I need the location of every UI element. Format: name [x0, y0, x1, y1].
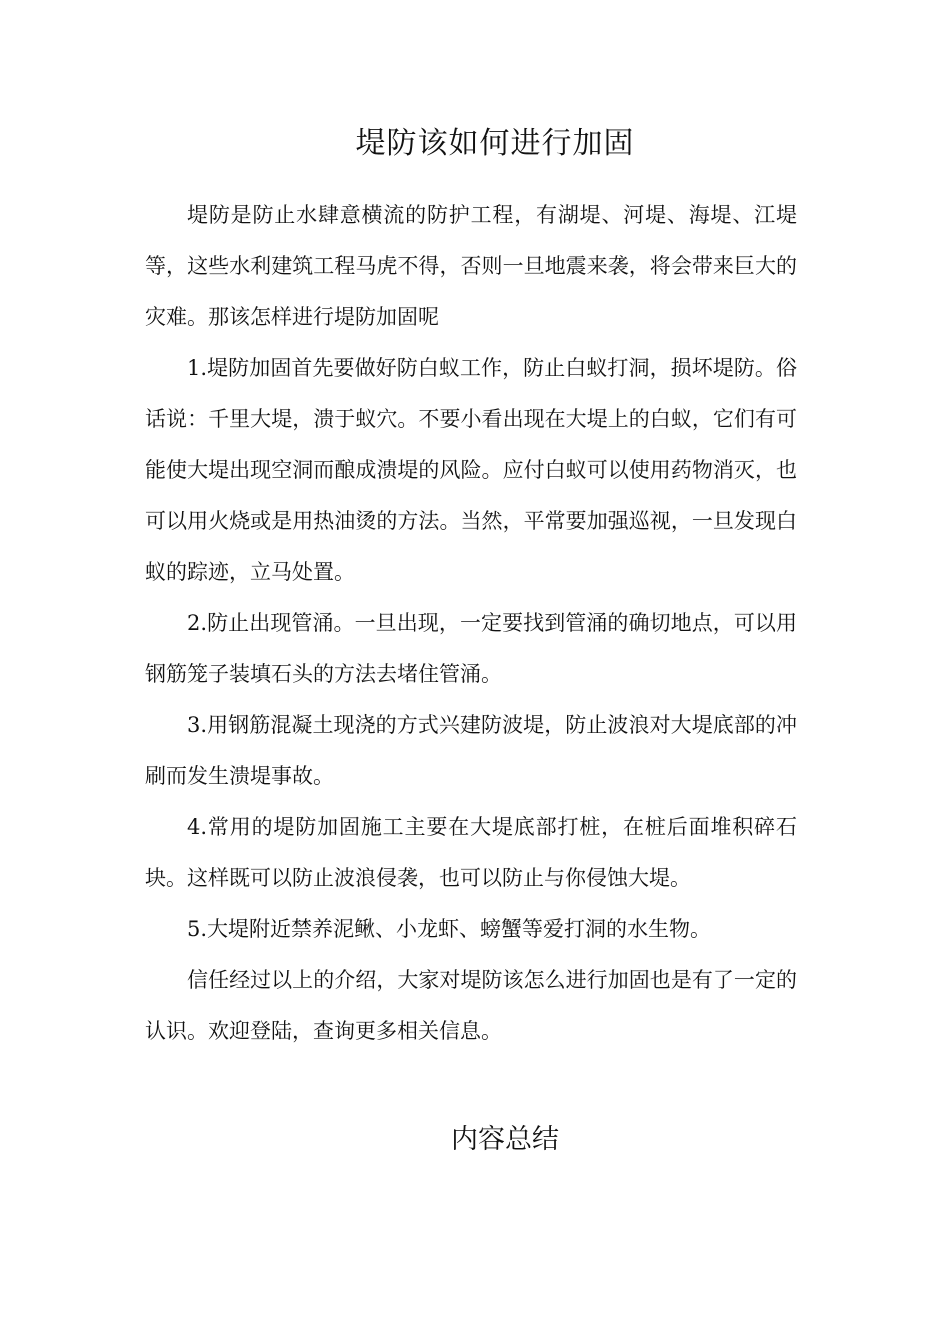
paragraph-point-2: 2.防止出现管涌。一旦出现，一定要找到管涌的确切地点，可以用钢筋笼子装填石头的方法去堵住管涌。 [145, 611, 797, 686]
paragraph-conclusion: 信任经过以上的介绍，大家对堤防该怎么进行加固也是有了一定的认识。欢迎登陆，查询更多相关信息。 [145, 968, 797, 1043]
paragraph-point-5: 5.大堤附近禁养泥鳅、小龙虾、螃蟹等爱打洞的水生物。 [187, 917, 712, 941]
summary-heading: 内容总结 [451, 1124, 559, 1155]
document-body [145, 190, 797, 1057]
paragraph-point-3: 3.用钢筋混凝土现浇的方式兴建防波堤，防止波浪对大堤底部的冲刷而发生溃堤事故。 [145, 713, 797, 788]
paragraph-point-1: 1.堤防加固首先要做好防白蚁工作，防止白蚁打洞，损坏堤防。俗话说：千里大堤，溃于蚁穴。不要小看出现在大堤上的白蚁，它们有可能使大堤出现空洞而酿成溃堤的风险。应付白蚁可以使用药物消灭，也可以用火烧或是用热油烫的方法。当然，平常要加强巡视，一旦发现白蚁的踪迹，立马处置。 [145, 356, 797, 584]
document-title: 堤防该如何进行加固 [355, 126, 635, 161]
paragraph-intro: 堤防是防止水肆意横流的防护工程，有湖堤、河堤、海堤、江堤等，这些水利建筑工程马虎不得，否则一旦地震来袭，将会带来巨大的灾难。那该怎样进行堤防加固呢 [145, 203, 797, 329]
paragraph-point-4: 4.常用的堤防加固施工主要在大堤底部打桩，在桩后面堆积碎石块。这样既可以防止波浪侵袭，也可以防止与你侵蚀大堤。 [145, 815, 797, 890]
